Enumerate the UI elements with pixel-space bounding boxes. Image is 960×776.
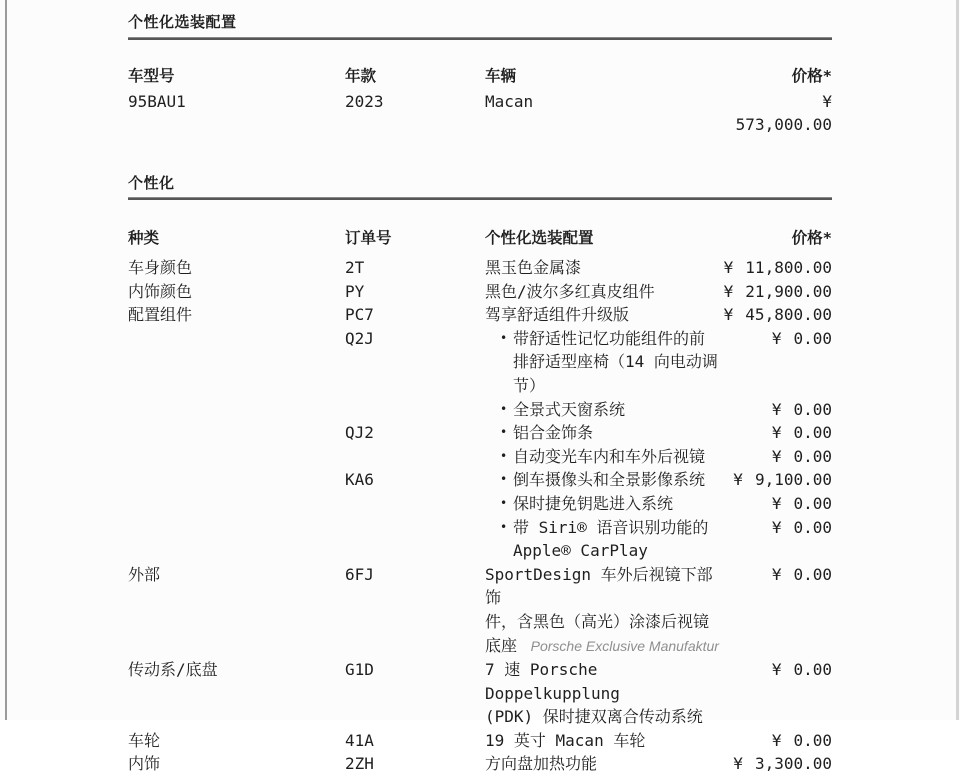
vehicle-header-model: 车型号 xyxy=(128,67,175,85)
price-amount: 0.00 xyxy=(793,660,832,680)
option-price-cell xyxy=(720,327,832,351)
options-header-config: 个性化选装配置 xyxy=(485,229,594,247)
option-code-cell: G1D xyxy=(345,660,374,680)
option-description-text: 倒车摄像头和全景影像系统 xyxy=(513,470,706,490)
price-amount: 0.00 xyxy=(793,730,832,750)
price-currency: ¥ xyxy=(771,730,782,750)
option-description-line xyxy=(485,280,720,304)
option-description-line xyxy=(485,634,720,659)
options-table-body xyxy=(128,256,832,776)
option-code-cell: 2ZH xyxy=(345,754,374,774)
option-description-text: 底座 xyxy=(485,635,527,655)
price-amount: 11,800.00 xyxy=(745,258,832,277)
page-left-edge-line xyxy=(5,0,7,720)
option-price-cell xyxy=(720,445,832,469)
option-description-text: 节） xyxy=(513,375,546,395)
price-currency: ¥ xyxy=(771,517,782,537)
option-row xyxy=(128,492,832,516)
option-description-text: 驾享舒适组件升级版 xyxy=(485,305,630,325)
option-code-cell: 6FJ xyxy=(345,564,374,584)
option-price-cell xyxy=(720,398,832,422)
option-description-line xyxy=(485,303,720,327)
option-row xyxy=(128,563,832,658)
option-row xyxy=(128,516,832,563)
price-amount: 0.00 xyxy=(793,423,832,443)
price-currency: ¥ xyxy=(723,258,734,277)
price-currency: ¥ xyxy=(771,660,782,680)
option-description-cell xyxy=(485,729,720,753)
option-code-cell: PY xyxy=(345,281,365,301)
option-description-text: 自动变光车内和车外后视镜 xyxy=(513,446,706,466)
option-category-cell: 内饰颜色 xyxy=(128,281,193,301)
option-description-line xyxy=(485,468,720,492)
option-category-cell: 配置组件 xyxy=(128,305,193,325)
vehicle-name-value: Macan xyxy=(485,92,534,111)
option-code-cell: 41A xyxy=(345,730,374,750)
option-row xyxy=(128,658,832,729)
options-header-category: 种类 xyxy=(128,229,160,247)
option-price-cell xyxy=(720,421,832,445)
option-description-text: Apple® CarPlay xyxy=(513,541,648,561)
option-row xyxy=(128,468,832,492)
document-title: 个性化选装配置 xyxy=(128,13,237,31)
option-row xyxy=(128,421,832,445)
option-description-cell xyxy=(485,563,720,658)
option-description-line xyxy=(485,350,720,374)
price-amount: 45,800.00 xyxy=(745,305,832,325)
option-row xyxy=(128,303,832,327)
option-description-text: 排舒适型座椅（14 向电动调 xyxy=(513,352,718,372)
option-row xyxy=(128,445,832,469)
vehicle-table-header xyxy=(128,64,832,86)
option-description-line xyxy=(485,658,720,705)
option-description-line xyxy=(485,327,720,351)
price-amount: 3,300.00 xyxy=(754,754,832,774)
section-divider-rule xyxy=(128,197,832,200)
option-description-text: 保时捷免钥匙进入系统 xyxy=(513,493,674,513)
price-currency: ¥ xyxy=(723,281,734,301)
option-price-cell xyxy=(720,468,832,492)
price-currency: ¥ xyxy=(771,446,782,466)
option-description-text: 铝合金饰条 xyxy=(513,423,594,443)
document-content xyxy=(128,0,832,774)
option-description-line xyxy=(485,374,720,398)
option-row xyxy=(128,729,832,753)
option-category-cell: 外部 xyxy=(128,564,161,584)
option-row xyxy=(128,327,832,398)
price-amount: 21,900.00 xyxy=(745,281,832,301)
price-currency: ¥ xyxy=(771,423,782,443)
bullet-icon: • xyxy=(500,472,508,487)
price-currency: ¥ xyxy=(723,305,734,325)
option-description-cell xyxy=(485,303,720,327)
options-header-price: 价格* xyxy=(791,229,832,247)
option-price-cell xyxy=(720,303,832,327)
option-description-cell xyxy=(485,516,720,563)
option-price-cell xyxy=(720,752,832,776)
option-description-text: 7 速 Porsche Doppelkupplung xyxy=(485,660,620,703)
vehicle-header-price: 价格* xyxy=(791,67,832,85)
option-description-text: 全景式天窗系统 xyxy=(513,399,626,419)
bullet-icon: • xyxy=(500,519,508,534)
option-description-cell xyxy=(485,327,720,398)
option-description-line xyxy=(485,256,720,280)
price-amount: 0.00 xyxy=(793,493,832,513)
option-description-text: 件，含黑色（高光）涂漆后视镜 xyxy=(485,611,710,631)
price-amount: 9,100.00 xyxy=(754,470,832,490)
option-price-cell xyxy=(720,492,832,516)
option-category-cell: 车轮 xyxy=(128,730,161,750)
option-description-line xyxy=(485,421,720,445)
personalization-section-title: 个性化 xyxy=(128,174,175,192)
option-description-line xyxy=(485,563,720,610)
vehicle-header-vehicle: 车辆 xyxy=(485,67,517,85)
vehicle-price-currency: ¥ xyxy=(822,92,832,111)
option-description-cell xyxy=(485,492,720,516)
vehicle-table-row xyxy=(128,90,832,136)
option-description-line xyxy=(485,398,720,422)
option-description-line xyxy=(485,752,720,776)
option-description-cell xyxy=(485,256,720,280)
price-amount: 0.00 xyxy=(793,399,832,419)
option-description-line xyxy=(485,516,720,540)
option-description-cell xyxy=(485,445,720,469)
price-currency: ¥ xyxy=(771,328,782,348)
bullet-icon: • xyxy=(500,401,508,416)
option-description-cell xyxy=(485,421,720,445)
option-row xyxy=(128,752,832,776)
option-description-text: 带 Siri® 语音识别功能的 xyxy=(513,517,709,537)
bullet-icon: • xyxy=(500,448,508,463)
option-price-cell xyxy=(720,658,832,682)
exclusive-manufaktur-note: Porsche Exclusive Manufaktur xyxy=(530,637,719,654)
option-code-cell: KA6 xyxy=(345,470,374,490)
option-category-cell: 车身颜色 xyxy=(128,258,193,277)
option-description-text: 黑玉色金属漆 xyxy=(485,258,582,277)
options-header-code: 订单号 xyxy=(345,229,392,247)
option-row xyxy=(128,280,832,304)
option-description-line xyxy=(485,539,720,563)
price-amount: 0.00 xyxy=(793,446,832,466)
price-currency: ¥ xyxy=(771,493,782,513)
option-description-line xyxy=(485,705,720,729)
option-description-text: 黑色/波尔多红真皮组件 xyxy=(485,281,655,301)
bullet-icon: • xyxy=(500,330,508,345)
option-description-line xyxy=(485,492,720,516)
option-description-cell xyxy=(485,468,720,492)
option-description-text: 方向盘加热功能 xyxy=(485,754,598,774)
vehicle-year-value: 2023 xyxy=(345,92,384,111)
option-category-cell: 内饰 xyxy=(128,754,161,774)
option-row xyxy=(128,398,832,422)
option-price-cell xyxy=(720,256,832,280)
option-price-cell xyxy=(720,729,832,753)
option-price-cell xyxy=(720,516,832,540)
price-amount: 0.00 xyxy=(793,517,832,537)
option-category-cell: 传动系/底盘 xyxy=(128,660,218,680)
option-description-text: 带舒适性记忆功能组件的前 xyxy=(513,328,706,348)
option-description-cell xyxy=(485,658,720,729)
options-table-header xyxy=(128,226,832,248)
price-currency: ¥ xyxy=(771,399,782,419)
bullet-icon: • xyxy=(500,495,508,510)
option-price-cell xyxy=(720,280,832,304)
option-price-cell xyxy=(720,563,832,587)
option-description-line xyxy=(485,445,720,469)
price-currency: ¥ xyxy=(733,754,743,774)
price-amount: 0.00 xyxy=(793,328,832,348)
option-description-line xyxy=(485,729,720,753)
price-amount: 0.00 xyxy=(793,564,832,584)
option-description-text: 19 英寸 Macan 车轮 xyxy=(485,730,646,750)
section-divider-rule xyxy=(128,37,832,40)
option-code-cell: Q2J xyxy=(345,328,374,348)
price-currency: ¥ xyxy=(771,564,782,584)
option-row xyxy=(128,256,832,280)
page-right-edge-line xyxy=(956,0,959,720)
option-description-cell xyxy=(485,280,720,304)
option-description-text: SportDesign 车外后视镜下部饰 xyxy=(485,564,713,608)
vehicle-price-value xyxy=(720,90,832,136)
option-code-cell: PC7 xyxy=(345,305,374,325)
option-description-cell xyxy=(485,752,720,776)
option-code-cell: QJ2 xyxy=(345,423,374,443)
option-code-cell: 2T xyxy=(345,258,365,277)
vehicle-model-value: 95BAU1 xyxy=(128,92,186,111)
option-description-line xyxy=(485,610,720,634)
option-description-cell xyxy=(485,398,720,422)
vehicle-header-year: 年款 xyxy=(345,67,377,85)
bullet-icon: • xyxy=(500,425,508,440)
vehicle-price-amount: 573,000.00 xyxy=(735,115,832,134)
option-description-text: (PDK) 保时捷双离合传动系统 xyxy=(485,707,703,727)
price-currency: ¥ xyxy=(733,470,743,490)
